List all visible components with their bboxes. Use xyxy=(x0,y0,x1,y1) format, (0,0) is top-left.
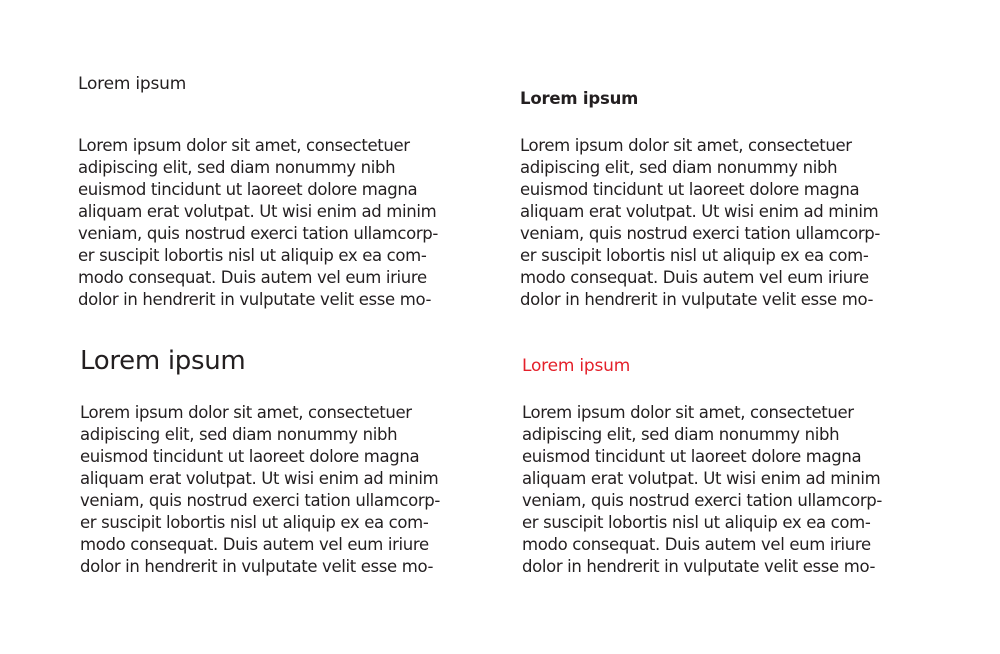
body-line: modo consequat. Duis autem vel eum iriure xyxy=(80,535,429,554)
body-line: er suscipit lobortis nisl ut aliquip ex ea com- xyxy=(80,513,429,532)
body-line: aliquam erat volutpat. Ut wisi enim ad minim xyxy=(80,469,439,488)
body-line: dolor in hendrerit in vulputate velit esse mo- xyxy=(520,290,874,309)
block-body xyxy=(522,402,962,578)
block-body xyxy=(80,402,520,578)
block-heading: Lorem ipsum xyxy=(522,356,631,376)
body-line: adipiscing elit, sed diam nonummy nibh xyxy=(522,425,840,444)
body-line: Lorem ipsum dolor sit amet, consectetuer xyxy=(522,403,854,422)
block-heading: Lorem ipsum xyxy=(80,346,246,376)
body-line: euismod tincidunt ut laoreet dolore magna xyxy=(80,447,420,466)
body-line: er suscipit lobortis nisl ut aliquip ex ea com- xyxy=(520,246,869,265)
body-line: veniam, quis nostrud exerci tation ullamcorp- xyxy=(80,491,441,510)
block-heading: Lorem ipsum xyxy=(520,89,639,108)
body-line: euismod tincidunt ut laoreet dolore magna xyxy=(78,180,418,199)
body-line: euismod tincidunt ut laoreet dolore magna xyxy=(522,447,862,466)
body-line: aliquam erat volutpat. Ut wisi enim ad minim xyxy=(78,202,437,221)
body-line: veniam, quis nostrud exerci tation ullamcorp- xyxy=(78,224,439,243)
body-line: er suscipit lobortis nisl ut aliquip ex ea com- xyxy=(522,513,871,532)
body-line: aliquam erat volutpat. Ut wisi enim ad minim xyxy=(520,202,879,221)
body-line: veniam, quis nostrud exerci tation ullamcorp- xyxy=(520,224,881,243)
body-line: Lorem ipsum dolor sit amet, consectetuer xyxy=(80,403,412,422)
block-body xyxy=(78,135,518,311)
body-line: er suscipit lobortis nisl ut aliquip ex ea com- xyxy=(78,246,427,265)
body-line: modo consequat. Duis autem vel eum iriure xyxy=(520,268,869,287)
body-line: adipiscing elit, sed diam nonummy nibh xyxy=(78,158,396,177)
body-line: veniam, quis nostrud exerci tation ullamcorp- xyxy=(522,491,883,510)
body-line: dolor in hendrerit in vulputate velit esse mo- xyxy=(78,290,432,309)
body-line: adipiscing elit, sed diam nonummy nibh xyxy=(520,158,838,177)
body-line: modo consequat. Duis autem vel eum iriure xyxy=(78,268,427,287)
body-line: modo consequat. Duis autem vel eum iriure xyxy=(522,535,871,554)
block-body xyxy=(520,135,960,311)
body-line: adipiscing elit, sed diam nonummy nibh xyxy=(80,425,398,444)
body-line: Lorem ipsum dolor sit amet, consectetuer xyxy=(520,136,852,155)
body-line: Lorem ipsum dolor sit amet, consectetuer xyxy=(78,136,410,155)
body-line: aliquam erat volutpat. Ut wisi enim ad minim xyxy=(522,469,881,488)
body-line: dolor in hendrerit in vulputate velit esse mo- xyxy=(522,557,876,576)
body-line: euismod tincidunt ut laoreet dolore magna xyxy=(520,180,860,199)
block-heading: Lorem ipsum xyxy=(78,74,187,94)
body-line: dolor in hendrerit in vulputate velit esse mo- xyxy=(80,557,434,576)
